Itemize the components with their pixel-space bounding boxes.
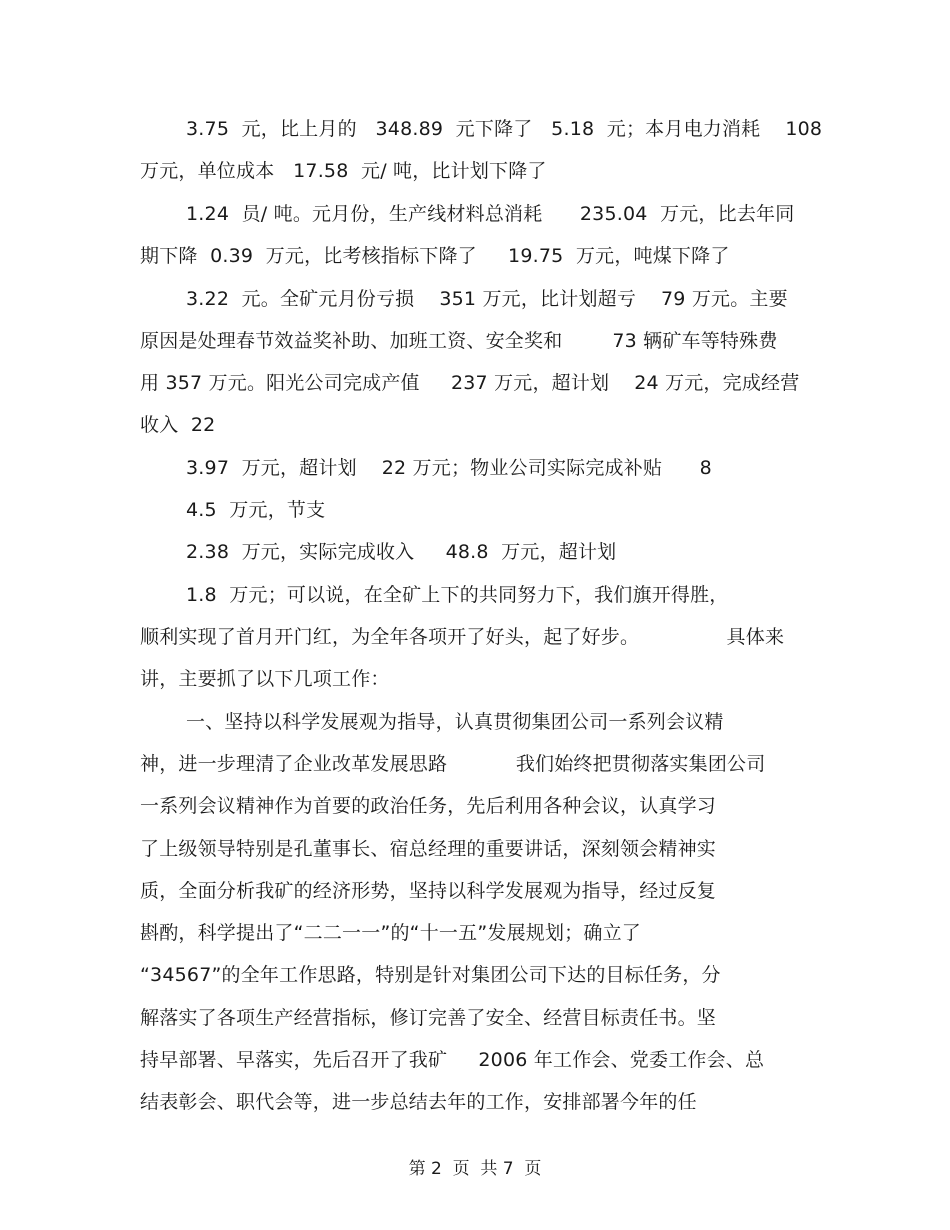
text-line-24: 结表彰会、职代会等，进一步总结去年的工作，安排部署今年的任 [140,1091,697,1113]
text-line-22: 解落实了各项生产经营指标，修订完善了安全、经营目标责任书。坚 [140,1007,717,1029]
text-line-17: 一系列会议精神作为首要的政治任务，先后利用各种会议，认真学习 [140,795,717,817]
text-line-21: “34567”的全年工作思路，特别是针对集团公司下达的目标任务，分 [140,964,721,986]
text-line-14: 讲，主要抓了以下几项工作： [140,668,390,690]
text-line-7: 用 357 万元。阳光公司完成产值 237 万元，超计划 24 万元，完成经营 [140,372,800,394]
text-line-5: 3.22 元。全矿元月份亏损 351 万元，比计划超亏 79 万元。主要 [186,288,788,310]
text-line-11: 2.38 万元，实际完成收入 48.8 万元，超计划 [186,541,617,563]
text-line-10: 4.5 万元，节支 [186,499,326,521]
text-line-18: 了上级领导特别是孔董事长、宿总经理的重要讲话，深刻领会精神实 [140,838,717,860]
text-line-16: 神，进一步理清了企业改革发展思路 我们始终把贯彻落实集团公司 [140,753,766,775]
text-line-6: 原因是处理春节效益奖补助、加班工资、安全奖和 73 辆矿车等特殊费 [140,330,778,352]
text-line-2: 万元，单位成本 17.58 元/ 吨，比计划下降了 [140,160,547,182]
page-footer: 第 2 页 共 7 页 [408,1159,542,1179]
text-line-13: 顺利实现了首月开门红，为全年各项开了好头，起了好步。 具体来 [140,626,785,648]
text-line-12: 1.8 万元；可以说，在全矿上下的共同努力下，我们旗开得胜， [186,584,729,606]
text-line-3: 1.24 员/ 吨。元月份，生产线材料总消耗 235.04 万元，比去年同 [186,203,795,225]
text-line-20: 斟酌，科学提出了“二二一一”的“十一五”发展规划；确立了 [140,922,641,944]
text-line-23: 持早部署、早落实，先后召开了我矿 2006 年工作会、党委工作会、总 [140,1049,765,1071]
text-line-1: 3.75 元，比上月的 348.89 元下降了 5.18 元；本月电力消耗 108 [186,118,823,140]
text-line-8: 收入 22 [140,414,216,436]
text-line-19: 质，全面分析我矿的经济形势，坚持以科学发展观为指导，经过反复 [140,880,717,902]
text-line-4: 期下降 0.39 万元，比考核指标下降了 19.75 万元，吨煤下降了 [140,245,730,267]
text-line-9: 3.97 万元，超计划 22 万元；物业公司实际完成补贴 8 [186,457,712,479]
text-line-15: 一、坚持以科学发展观为指导，认真贯彻集团公司一系列会议精 [186,711,724,733]
